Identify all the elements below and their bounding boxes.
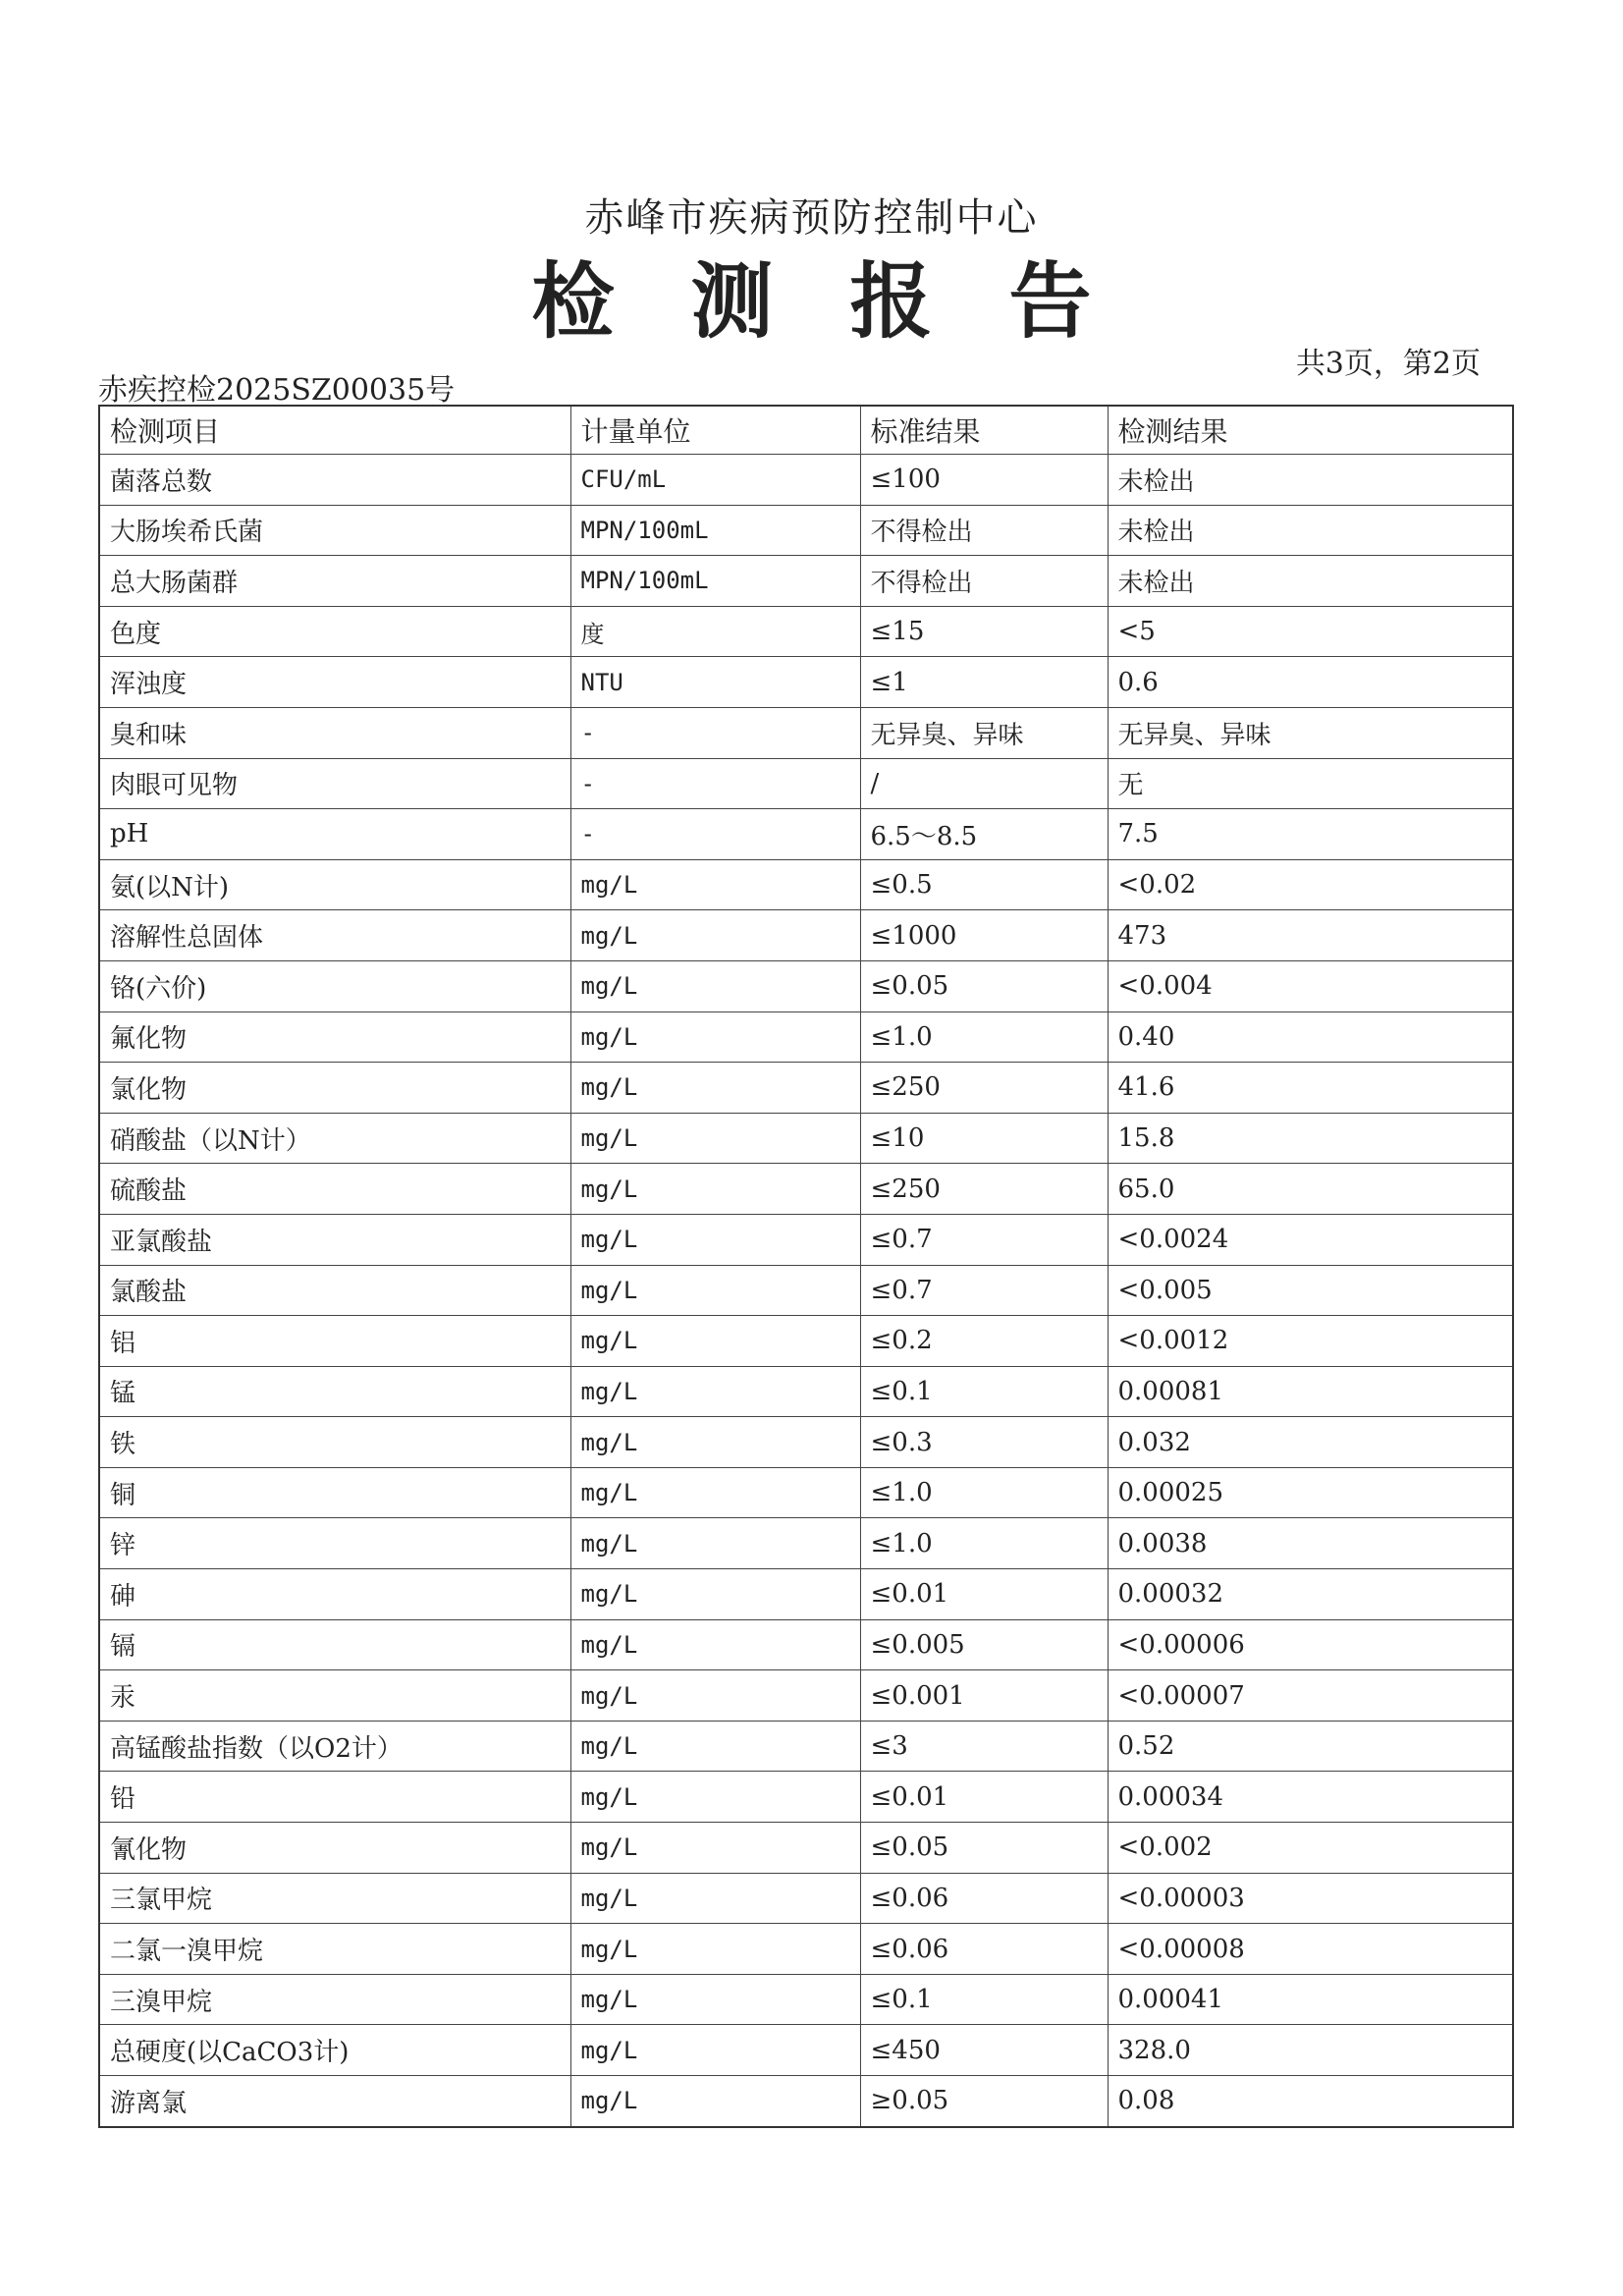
unit-cell: MPN/100mL (570, 556, 860, 607)
unit-cell: mg/L (570, 1366, 860, 1417)
standard-cell: ≤15 (860, 606, 1108, 657)
item-cell: 三氯甲烷 (99, 1873, 570, 1924)
result-cell: <0.02 (1108, 859, 1513, 910)
table-row (99, 1924, 1513, 1975)
result-cell: 0.08 (1108, 2076, 1513, 2127)
standard-cell: ≤0.01 (860, 1772, 1108, 1823)
item-cell: 三溴甲烷 (99, 1974, 570, 2025)
unit-cell: mg/L (570, 1316, 860, 1367)
result-cell: 未检出 (1108, 505, 1513, 556)
column-header-item: 检测项目 (99, 406, 570, 455)
unit-cell: mg/L (570, 2025, 860, 2076)
standard-cell: ≤0.001 (860, 1670, 1108, 1722)
table-row (99, 606, 1513, 657)
table-row (99, 657, 1513, 708)
item-cell: 菌落总数 (99, 455, 570, 506)
table-row (99, 1265, 1513, 1316)
standard-cell: ≤450 (860, 2025, 1108, 2076)
unit-cell: MPN/100mL (570, 505, 860, 556)
result-cell: <0.00008 (1108, 1924, 1513, 1975)
unit-cell: mg/L (570, 1265, 860, 1316)
column-header-result: 检测结果 (1108, 406, 1513, 455)
page-info: 共3页，第2页 (1295, 347, 1481, 381)
item-cell: 硫酸盐 (99, 1164, 570, 1215)
standard-cell: ≤10 (860, 1113, 1108, 1164)
results-table (98, 405, 1514, 2128)
table-row (99, 1619, 1513, 1670)
item-cell: 色度 (99, 606, 570, 657)
standard-cell: ≤0.01 (860, 1569, 1108, 1620)
unit-cell: - (570, 809, 860, 860)
result-cell: 0.00032 (1108, 1569, 1513, 1620)
unit-cell: mg/L (570, 1569, 860, 1620)
item-cell: 硝酸盐（以N计） (99, 1113, 570, 1164)
item-cell: 总大肠菌群 (99, 556, 570, 607)
result-cell: 无 (1108, 758, 1513, 809)
table-row (99, 1974, 1513, 2025)
table-row (99, 707, 1513, 758)
table-row (99, 1366, 1513, 1417)
result-cell: <0.00003 (1108, 1873, 1513, 1924)
item-cell: 镉 (99, 1619, 570, 1670)
unit-cell: mg/L (570, 1974, 860, 2025)
item-cell: 氨(以N计) (99, 859, 570, 910)
standard-cell: ≤0.5 (860, 859, 1108, 910)
column-header-standard: 标准结果 (860, 406, 1108, 455)
result-cell: 473 (1108, 910, 1513, 961)
table-row (99, 1569, 1513, 1620)
unit-cell: mg/L (570, 1417, 860, 1468)
standard-cell: ≤0.05 (860, 960, 1108, 1011)
result-cell: <0.00007 (1108, 1670, 1513, 1722)
standard-cell: ≤0.06 (860, 1873, 1108, 1924)
result-cell: 15.8 (1108, 1113, 1513, 1164)
result-cell: <5 (1108, 606, 1513, 657)
item-cell: 总硬度(以CaCO3计) (99, 2025, 570, 2076)
standard-cell: ≤250 (860, 1164, 1108, 1215)
standard-cell: 6.5～8.5 (860, 809, 1108, 860)
standard-cell: ≤100 (860, 455, 1108, 506)
item-cell: 肉眼可见物 (99, 758, 570, 809)
column-header-unit: 计量单位 (570, 406, 860, 455)
unit-cell: mg/L (570, 1873, 860, 1924)
item-cell: 锌 (99, 1518, 570, 1569)
unit-cell: mg/L (570, 1467, 860, 1518)
unit-cell: mg/L (570, 1721, 860, 1772)
table-row (99, 1011, 1513, 1063)
standard-cell: 无异臭、异味 (860, 707, 1108, 758)
result-cell: <0.002 (1108, 1823, 1513, 1874)
standard-cell: ≤0.7 (860, 1214, 1108, 1265)
table-row (99, 1772, 1513, 1823)
unit-cell: NTU (570, 657, 860, 708)
table-row (99, 1823, 1513, 1874)
result-cell: 0.00025 (1108, 1467, 1513, 1518)
item-cell: 溶解性总固体 (99, 910, 570, 961)
unit-cell: 度 (570, 606, 860, 657)
result-cell: 328.0 (1108, 2025, 1513, 2076)
table-row (99, 758, 1513, 809)
result-cell: 无异臭、异味 (1108, 707, 1513, 758)
standard-cell: ≤1.0 (860, 1467, 1108, 1518)
unit-cell: mg/L (570, 1164, 860, 1215)
table-row (99, 1214, 1513, 1265)
table-body (99, 455, 1513, 2127)
unit-cell: mg/L (570, 1619, 860, 1670)
unit-cell: CFU/mL (570, 455, 860, 506)
standard-cell: ≤1 (860, 657, 1108, 708)
table-row (99, 809, 1513, 860)
table-row (99, 960, 1513, 1011)
table-row (99, 556, 1513, 607)
table-row (99, 910, 1513, 961)
standard-cell: ≤0.7 (860, 1265, 1108, 1316)
item-cell: 大肠埃希氏菌 (99, 505, 570, 556)
unit-cell: mg/L (570, 910, 860, 961)
item-cell: 臭和味 (99, 707, 570, 758)
table-row (99, 1063, 1513, 1114)
table-row (99, 859, 1513, 910)
report-number: 赤疾控检2025SZ00035号 (98, 373, 456, 408)
result-cell: <0.00006 (1108, 1619, 1513, 1670)
standard-cell: 不得检出 (860, 505, 1108, 556)
result-cell: <0.0012 (1108, 1316, 1513, 1367)
item-cell: 铁 (99, 1417, 570, 1468)
report-title: 检测报告 (531, 252, 1168, 350)
standard-cell: ≤250 (860, 1063, 1108, 1114)
table-row (99, 505, 1513, 556)
table-row (99, 2025, 1513, 2076)
table-row (99, 2076, 1513, 2127)
unit-cell: mg/L (570, 1518, 860, 1569)
result-cell: 0.52 (1108, 1721, 1513, 1772)
result-cell: 未检出 (1108, 455, 1513, 506)
unit-cell: mg/L (570, 1823, 860, 1874)
result-cell: 7.5 (1108, 809, 1513, 860)
item-cell: 游离氯 (99, 2076, 570, 2127)
item-cell: 氰化物 (99, 1823, 570, 1874)
unit-cell: mg/L (570, 1113, 860, 1164)
unit-cell: mg/L (570, 1924, 860, 1975)
item-cell: 铜 (99, 1467, 570, 1518)
result-cell: 未检出 (1108, 556, 1513, 607)
result-cell: <0.005 (1108, 1265, 1513, 1316)
item-cell: 铝 (99, 1316, 570, 1367)
standard-cell: ≤0.2 (860, 1316, 1108, 1367)
unit-cell: mg/L (570, 2076, 860, 2127)
standard-cell: ≤0.1 (860, 1366, 1108, 1417)
table-row (99, 455, 1513, 506)
standard-cell: ≤0.1 (860, 1974, 1108, 2025)
unit-cell: - (570, 707, 860, 758)
item-cell: 铅 (99, 1772, 570, 1823)
unit-cell: mg/L (570, 1772, 860, 1823)
standard-cell: ≤0.3 (860, 1417, 1108, 1468)
table-row (99, 1467, 1513, 1518)
item-cell: 亚氯酸盐 (99, 1214, 570, 1265)
item-cell: 铬(六价) (99, 960, 570, 1011)
result-cell: <0.004 (1108, 960, 1513, 1011)
item-cell: 二氯一溴甲烷 (99, 1924, 570, 1975)
standard-cell: ≤1.0 (860, 1518, 1108, 1569)
standard-cell: / (860, 758, 1108, 809)
result-cell: 0.0038 (1108, 1518, 1513, 1569)
item-cell: 砷 (99, 1569, 570, 1620)
result-cell: 0.00041 (1108, 1974, 1513, 2025)
table-row (99, 1113, 1513, 1164)
table-row (99, 1316, 1513, 1367)
result-cell: 41.6 (1108, 1063, 1513, 1114)
result-cell: 0.032 (1108, 1417, 1513, 1468)
standard-cell: ≥0.05 (860, 2076, 1108, 2127)
item-cell: 高锰酸盐指数（以O2计） (99, 1721, 570, 1772)
table-row (99, 1417, 1513, 1468)
unit-cell: mg/L (570, 859, 860, 910)
standard-cell: ≤0.05 (860, 1823, 1108, 1874)
standard-cell: ≤1000 (860, 910, 1108, 961)
standard-cell: ≤3 (860, 1721, 1108, 1772)
item-cell: pH (99, 809, 570, 860)
item-cell: 汞 (99, 1670, 570, 1722)
result-cell: 0.40 (1108, 1011, 1513, 1063)
unit-cell: mg/L (570, 1011, 860, 1063)
result-cell: 65.0 (1108, 1164, 1513, 1215)
item-cell: 浑浊度 (99, 657, 570, 708)
table-header-row (99, 406, 1513, 455)
table-row (99, 1721, 1513, 1772)
standard-cell: ≤0.005 (860, 1619, 1108, 1670)
results-table-wrapper (98, 405, 1512, 2128)
unit-cell: mg/L (570, 960, 860, 1011)
unit-cell: mg/L (570, 1063, 860, 1114)
item-cell: 氯酸盐 (99, 1265, 570, 1316)
standard-cell: 不得检出 (860, 556, 1108, 607)
item-cell: 锰 (99, 1366, 570, 1417)
organization-name: 赤峰市疾病预防控制中心 (584, 195, 1039, 241)
item-cell: 氟化物 (99, 1011, 570, 1063)
result-cell: 0.00034 (1108, 1772, 1513, 1823)
table-row (99, 1164, 1513, 1215)
table-row (99, 1670, 1513, 1722)
table-row (99, 1518, 1513, 1569)
table-row (99, 1873, 1513, 1924)
standard-cell: ≤1.0 (860, 1011, 1108, 1063)
unit-cell: - (570, 758, 860, 809)
unit-cell: mg/L (570, 1214, 860, 1265)
standard-cell: ≤0.06 (860, 1924, 1108, 1975)
unit-cell: mg/L (570, 1670, 860, 1722)
result-cell: 0.6 (1108, 657, 1513, 708)
result-cell: <0.0024 (1108, 1214, 1513, 1265)
item-cell: 氯化物 (99, 1063, 570, 1114)
result-cell: 0.00081 (1108, 1366, 1513, 1417)
